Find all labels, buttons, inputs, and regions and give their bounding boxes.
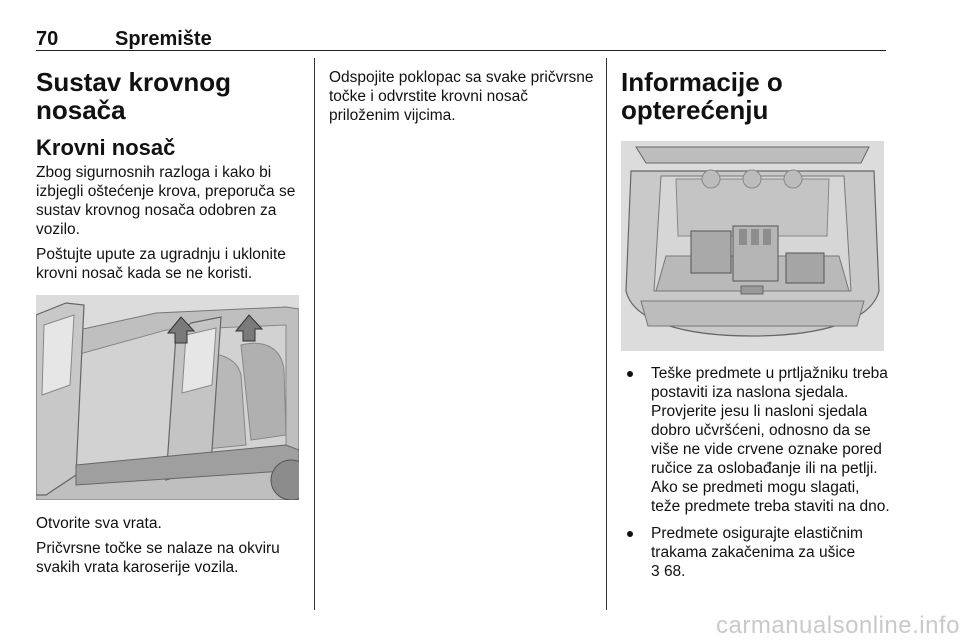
left-column-bottom <box>36 514 306 577</box>
paragraph-detach-cover: Odspojite poklopac sa svake pričvrsne točke i odvrstite krovni nosač priloženim vijcima. <box>329 69 594 124</box>
bullet-item-straps <box>621 524 891 581</box>
header-rule <box>36 50 886 51</box>
column-divider-1 <box>314 58 315 610</box>
column-divider-2 <box>606 58 607 610</box>
bullet-dot <box>627 371 633 377</box>
middle-column <box>329 68 594 125</box>
heading-roof-rack: Krovni nosač <box>36 135 176 160</box>
paragraph-instructions: Poštujte upute za ugradnju i uklonite krovni nosač kada se ne koristi. <box>36 246 286 282</box>
bullet-text: Predmete osigurajte elastičnim trakama zakačenima za ušice <box>651 525 863 561</box>
cross-reference-page[interactable]: 68. <box>663 563 686 580</box>
cross-reference-arrow-icon: 3 <box>651 563 660 580</box>
left-column <box>36 68 306 316</box>
bullet-dot <box>627 531 633 537</box>
bullet-text: Teške predmete u prtljažniku treba postaviti iza naslona sjedala. Provjerite jesu li nasloni sjedala dobro učvršćeni, odnosno da se više ne vide crvene oznake pored ručice za oslobađanje ili na petlji. Ako se predmeti mogu slagati, teže predmete treba staviti na dno. <box>651 365 890 515</box>
right-column <box>621 68 891 124</box>
section-title: Spremište <box>115 28 212 50</box>
car-doors-illustration <box>36 295 299 500</box>
bullet-item-heavy-items <box>621 364 891 516</box>
paragraph-safety: Zbog sigurnosnih razloga i kako bi izbjegli oštećenje krova, preporuča se sustav krovnog nosača odobren za vozilo. <box>36 164 296 238</box>
page-number: 70 <box>36 28 59 50</box>
load-bullets <box>621 364 891 581</box>
watermark: carmanualsonline.info <box>716 612 960 639</box>
paragraph-open-doors: Otvorite sva vrata. <box>36 515 162 532</box>
car-doors-drawing <box>36 295 299 500</box>
trunk-illustration <box>621 141 884 351</box>
paragraph-attachment-points: Pričvrsne točke se nalaze na okviru svakih vrata karoserije vozila. <box>36 540 280 576</box>
heading-load-information: Informacije o opterećenju <box>621 67 783 125</box>
heading-roof-rack-system: Sustav krovnog nosača <box>36 67 232 125</box>
trunk-drawing <box>621 141 884 351</box>
